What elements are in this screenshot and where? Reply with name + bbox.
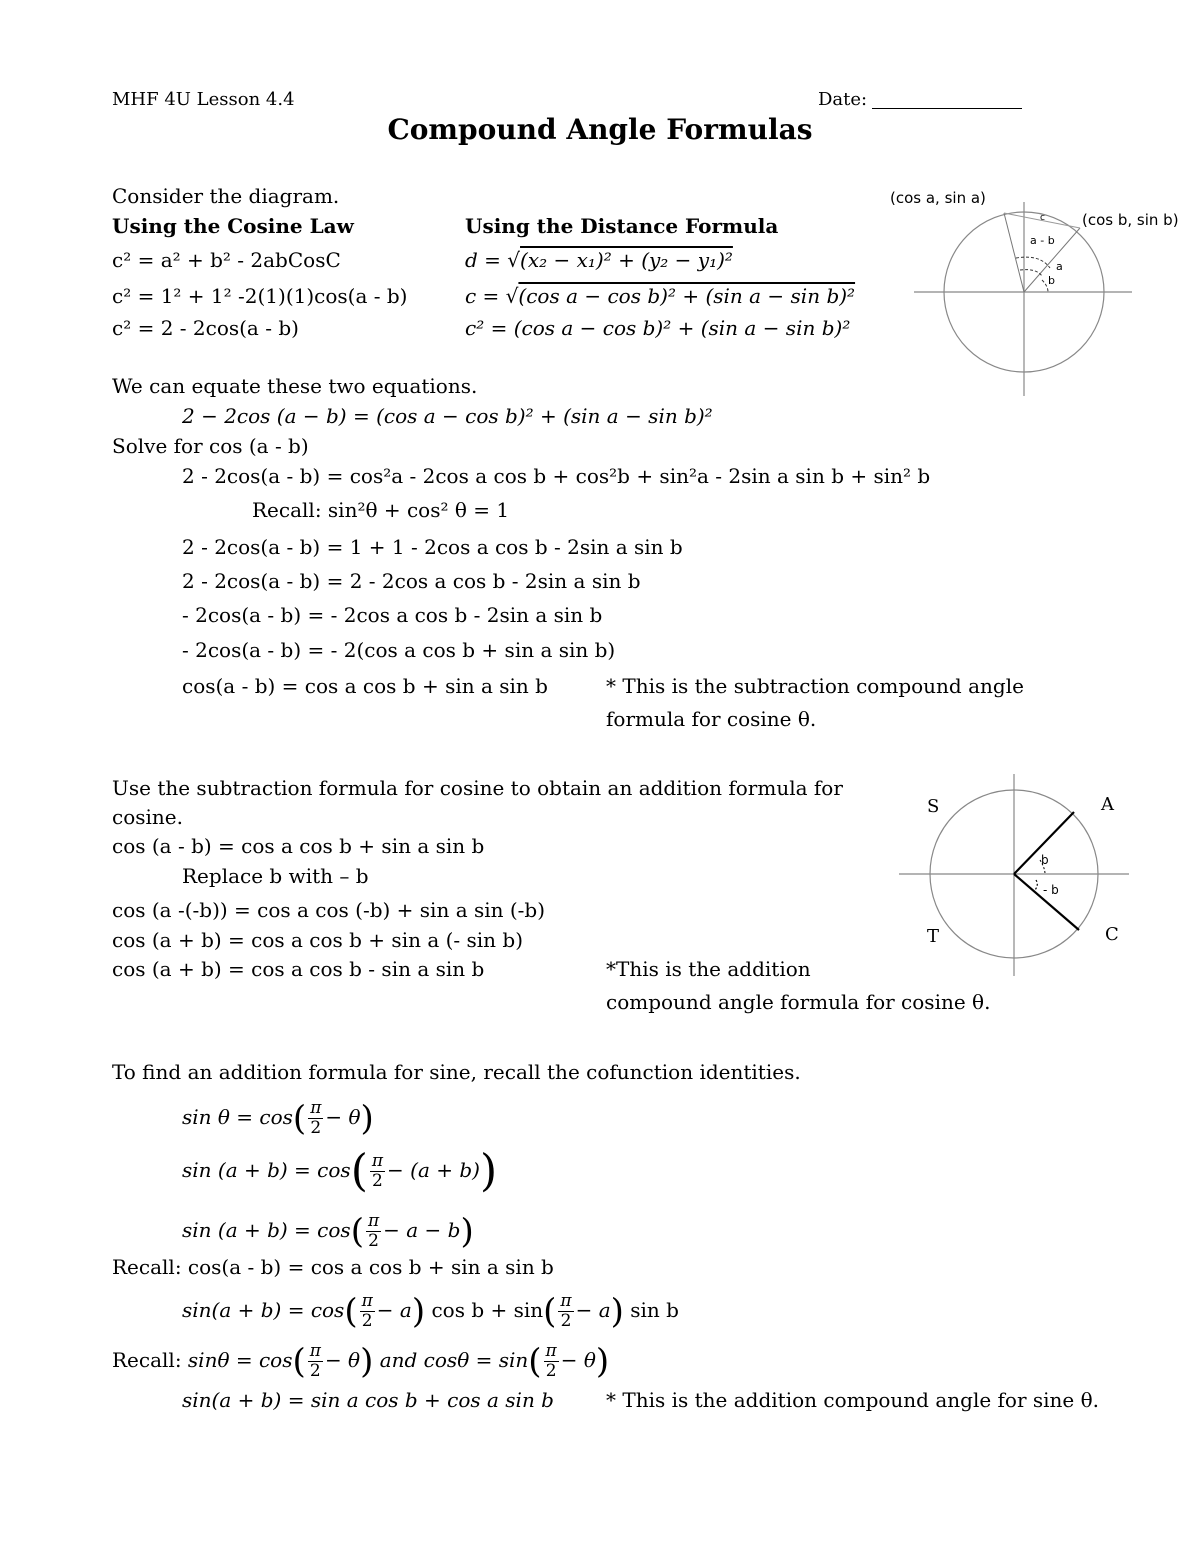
date-blank (872, 108, 1022, 109)
step-3: 2 - 2cos(a - b) = 2 - 2cos a cos b - 2sin a sin b (182, 569, 641, 593)
unit-circle-diagram (890, 180, 1190, 400)
step-5: - 2cos(a - b) = - 2(cos a cos b + sin a sin b) (182, 638, 616, 662)
point-b-label: (cos b, sin b) (1082, 211, 1179, 229)
point-a-label: (cos a, sin a) (890, 189, 986, 207)
step-6-result: cos(a - b) = cos a cos b + sin a sin b (182, 674, 548, 698)
equate-text: We can equate these two equations. (112, 374, 478, 398)
intro-text: Consider the diagram. (112, 184, 340, 208)
note-sine-addition: * This is the addition compound angle for sine θ. (606, 1388, 1100, 1412)
note-addition-2: compound angle formula for cosine θ. (606, 990, 991, 1014)
page-title: Compound Angle Formulas (387, 113, 813, 146)
equated-equation: 2 − 2cos (a − b) = (cos a − cos b)² + (sin a − sin b)² (182, 404, 713, 428)
cosine-law-heading: Using the Cosine Law (112, 214, 354, 238)
angle-b-negative: - b (1043, 883, 1059, 897)
distance-line-1: d = √(x₂ − x₁)² + (y₂ − y₁)² (465, 248, 733, 272)
cosine-law-line-3: c² = 2 - 2cos(a - b) (112, 316, 299, 340)
recall-identity: Recall: sin²θ + cos² θ = 1 (252, 498, 510, 522)
date-label: Date: (818, 89, 868, 110)
section3-line-5: cos (a + b) = cos a cos b - sin a sin b (112, 957, 485, 981)
cofunction-eq-2: sin (a + b) = cos( $\frac{\pi}{2}$ − (a + b)) (182, 1145, 498, 1197)
cosine-law-line-2: c² = 1² + 1² -2(1)(1)cos(a - b) (112, 284, 408, 308)
angle-a-minus-b-label: a - b (1030, 234, 1055, 247)
section4-intro: To find an addition formula for sine, recall the cofunction identities. (112, 1060, 801, 1084)
angle-b-positive: b (1041, 853, 1049, 867)
step-4: - 2cos(a - b) = - 2cos a cos b - 2sin a sin b (182, 603, 603, 627)
quadrant-t: T (927, 926, 940, 947)
section3-intro-2: cosine. (112, 805, 183, 829)
angle-a-label: a (1056, 260, 1063, 273)
distance-line-3: c² = (cos a − cos b)² + (sin a − sin b)² (465, 316, 851, 340)
note-subtraction-1: * This is the subtraction compound angle (606, 674, 1024, 698)
section3-line-2: Replace b with – b (182, 864, 369, 888)
section3-line-4: cos (a + b) = cos a cos b + sin a (- sin b) (112, 928, 524, 952)
distance-formula-heading: Using the Distance Formula (465, 214, 779, 238)
angle-b-label: b (1048, 274, 1055, 287)
cofunction-eq-1: sin θ = cos( $\frac{\pi}{2}$ − θ) (182, 1098, 374, 1139)
distance-line-2: c = √(cos a − cos b)² + (sin a − sin b)² (465, 284, 856, 308)
solve-text: Solve for cos (a - b) (112, 434, 309, 458)
course-code: MHF 4U Lesson 4.4 (112, 89, 295, 110)
section3-line-1: cos (a - b) = cos a cos b + sin a sin b (112, 834, 485, 858)
recall-cofunction: Recall: sinθ = cos( $\frac{\pi}{2}$ − θ) and cosθ = sin( $\frac{\pi}{2}$ − θ) (112, 1341, 610, 1382)
sine-expansion: sin(a + b) = cos( $\frac{\pi}{2}$ − a) cos b + sin( $\frac{\pi}{2}$ − a) sin b (182, 1291, 679, 1332)
step-1: 2 - 2cos(a - b) = cos²a - 2cos a cos b + cos²b + sin²a - 2sin a sin b + sin² b (182, 464, 931, 488)
section3-line-3: cos (a -(-b)) = cos a cos (-b) + sin a sin (-b) (112, 898, 546, 922)
section3-intro-1: Use the subtraction formula for cosine to obtain an addition formula for (112, 776, 843, 800)
quadrant-a: A (1101, 794, 1114, 815)
step-2: 2 - 2cos(a - b) = 1 + 1 - 2cos a cos b - 2sin a sin b (182, 535, 683, 559)
final-sine-formula: sin(a + b) = sin a cos b + cos a sin b (182, 1388, 554, 1412)
cosine-law-line-1: c² = a² + b² - 2abCosC (112, 248, 341, 272)
note-addition-1: *This is the addition (606, 957, 811, 981)
recall-cos-difference: Recall: cos(a - b) = cos a cos b + sin a sin b (112, 1255, 554, 1279)
cofunction-eq-3: sin (a + b) = cos( $\frac{\pi}{2}$ − a − b) (182, 1211, 474, 1252)
cast-diagram (895, 770, 1135, 980)
quadrant-c: C (1105, 924, 1119, 945)
note-subtraction-2: formula for cosine θ. (606, 707, 817, 731)
side-c-label: c (1040, 213, 1045, 223)
quadrant-s: S (927, 796, 940, 817)
